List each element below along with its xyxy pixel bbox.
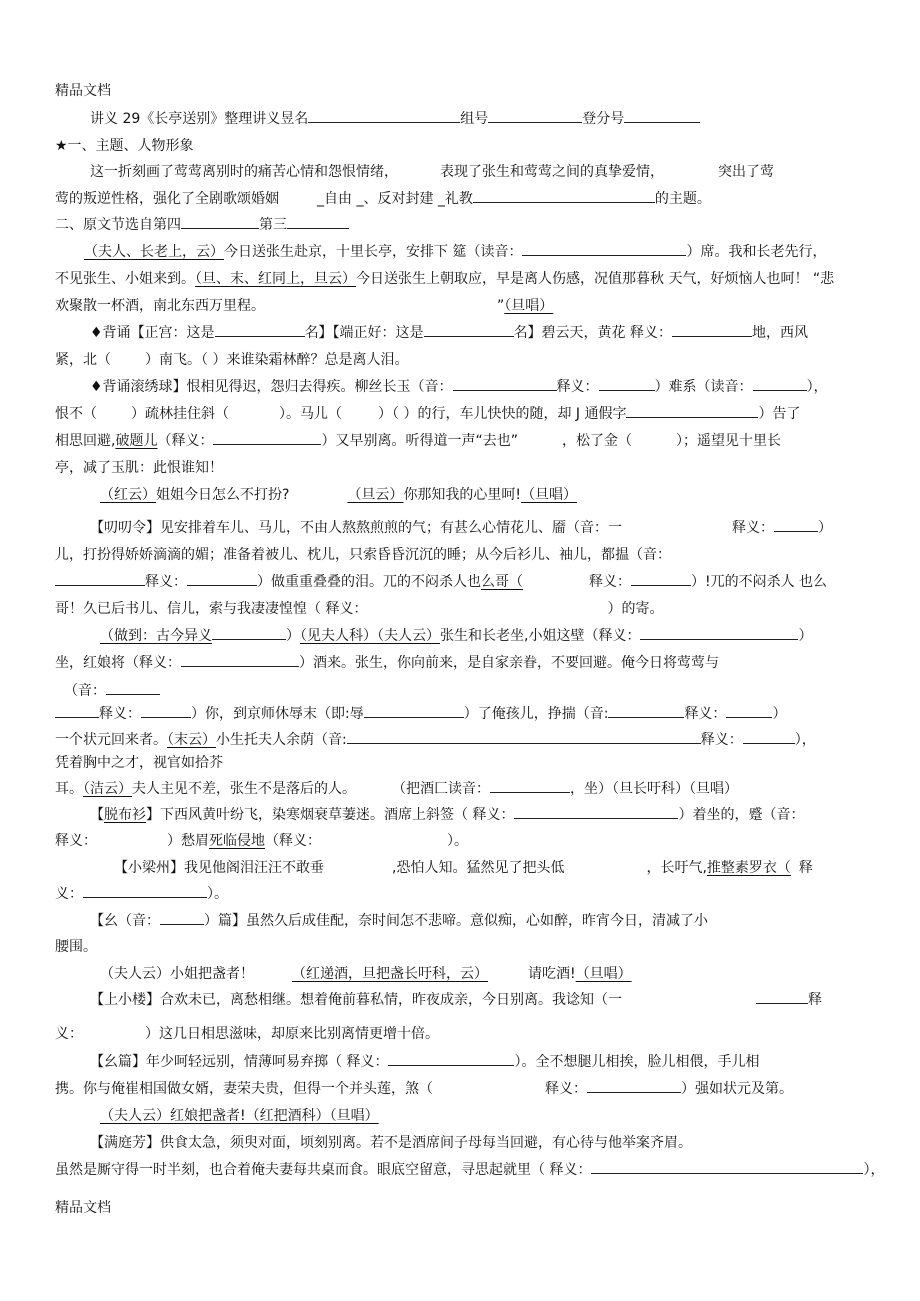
- text-line-25: 义： ）。: [55, 883, 228, 905]
- blank[interactable]: [213, 430, 321, 445]
- theme-line-2: 莺的叛逆性格，强化了全剧歌颂婚姻 _自由 _、反对封建 _礼教 的主题。: [55, 188, 711, 210]
- text-line-3: 欢聚散一杯酒，南北东西万里程。 ”（旦唱）: [55, 298, 554, 314]
- text-line-13: 释义： ）做重重叠叠的泪。兀的不闷杀人也么哥（ 释义： ）!兀的不闷杀人 也么: [55, 571, 827, 593]
- theme-blank[interactable]: [473, 188, 655, 203]
- blank[interactable]: [215, 322, 305, 337]
- section1-heading: ★一、主题、人物形象: [55, 138, 194, 154]
- blank[interactable]: [453, 376, 557, 391]
- blank[interactable]: [55, 571, 145, 586]
- blank[interactable]: [753, 376, 807, 391]
- text-line-6: ♦背诵滚绣球】恨相见得迟，怨归去得疾。柳丝长玉（音： 释义： ）难系（读音： ），: [90, 376, 828, 398]
- blank[interactable]: [726, 703, 772, 718]
- score-blank[interactable]: [624, 108, 700, 123]
- blank[interactable]: [514, 804, 678, 819]
- name-blank[interactable]: [308, 108, 460, 123]
- text-line-19: 一个状元回来者。（末云）小生托夫人余荫（音: 释义： ），: [55, 729, 816, 751]
- text-line-16: 坐，红娘将（释义： ）酒来。张生，你向前来，是自家亲眷，不要回避。俺今日将莺莺与: [55, 652, 719, 674]
- blank[interactable]: [640, 625, 798, 640]
- text-line-15: （做到：古今异义 ）（见夫人科）（夫人云）张生和长老坐,小姐这壁（释义： ）: [100, 625, 812, 647]
- blank[interactable]: [490, 778, 570, 793]
- blank[interactable]: [774, 517, 818, 532]
- title-group: 组号: [460, 111, 489, 127]
- title-prefix: 讲义 29《长亭送别》整理讲义昱名: [90, 111, 309, 127]
- text-line-12: 儿，打扮得娇娇滴滴的媚；准备着被儿、枕儿，只索昏昏沉沉的睡；从今后衫儿、袖儿，都揾（音：: [55, 547, 671, 563]
- page-header: 精品文档: [55, 83, 111, 99]
- text-line-30: 义： ）这几日相思滋味，却原来比别离情更增十倍。: [55, 1026, 439, 1042]
- text-line-29: 【上小楼】合欢未已，离愁相继。想着俺前暮私情，昨夜成亲，今日别离。我谂知（一 释: [90, 989, 822, 1011]
- section2-heading: 二、原文节选自第四 第三: [55, 214, 349, 236]
- handout-title: [90, 108, 700, 130]
- blank[interactable]: [424, 322, 514, 337]
- text-line-32: 携。你与俺崔相国做女婿，妻荣夫贵，但得一个并头莲，煞（ 释义： ）强如状元及第。: [55, 1078, 793, 1100]
- text-line-28: （夫人云）小姐把盏者！ （红递酒，旦把盏长吁科，云） 请吃酒!（旦唱）: [100, 966, 632, 982]
- text-line-27: 腰围。: [55, 939, 97, 955]
- blank[interactable]: [591, 1159, 863, 1174]
- text-line-2: 不见张生、小姐来到。（旦、末、红同上，旦云）今日送张生上朝取应，早是离人伤感，况值那暮秋 天气，好烦恼人也呵！ “悲: [55, 271, 835, 287]
- text-line-24: 【小梁州】我见他阁泪汪汪不敢垂 ,恐怕人知。猛然见了把头低 ，长吁气,推整素罗衣（ 释: [114, 860, 813, 876]
- text-line-26: 【幺（音： ）篇】虽然久后成佳配，奈时间怎不悲啼。意似痴，心如醉，昨宵今日，清减了小: [90, 910, 708, 932]
- text-line-35: 虽然是厮守得一时半刻，也合着俺夫妻每共桌而食。眼底空留意，寻思起就里（ 释义： ），: [55, 1159, 884, 1181]
- blank[interactable]: [181, 652, 299, 667]
- text-line-7: 恨不（ ）疏林挂住斜（ ）。马儿（ ）（ ）的行，车儿快快的随，却 J 通假字 ）告了: [55, 403, 800, 425]
- blank[interactable]: [743, 729, 795, 744]
- theme-line-1: 这一折刻画了莺莺离别时的痛苦心情和怨恨情绪， 表现了张生和莺莺之间的真挚爱情， 突出了莺: [90, 164, 774, 180]
- reading-blank[interactable]: [522, 241, 686, 256]
- text-line-10: （红云）姐姐今日怎么不打扮? （旦云）你那知我的心里呵!（旦唱）: [100, 487, 578, 503]
- text-line-21: 耳。（洁云）夫人主见不差，张生不是落后的人。 （把酒匚读音： ，坐）（旦长吁科）（旦唱）: [55, 778, 738, 800]
- blank[interactable]: [587, 1078, 681, 1093]
- blank[interactable]: [347, 729, 701, 744]
- text-line-9: 亭，减了玉肌：此恨谁知！: [55, 460, 223, 476]
- text-line-1: （夫人、长老上，云）今日送张生赴京，十里长亭，安排下 筵（读音： ）席。我和长老先行，: [84, 241, 826, 263]
- blank[interactable]: [608, 703, 684, 718]
- blank[interactable]: [106, 680, 160, 695]
- text-line-4: ♦背诵【正宫：这是 名】【端正好：这是 名】碧云天，黄花 释义： 地，西风: [90, 322, 808, 344]
- text-line-17: （音：: [64, 680, 160, 702]
- blank[interactable]: [631, 571, 691, 586]
- blank[interactable]: [364, 703, 464, 718]
- text-line-18: 释义： ）你，到京师休辱末（即:辱 ）了俺孩儿，挣揣（音: 释义： ）: [55, 703, 786, 725]
- blank[interactable]: [672, 322, 752, 337]
- text-line-20: 凭着胸中之才，视官如拾芥: [55, 755, 223, 771]
- blank[interactable]: [212, 625, 286, 640]
- blank[interactable]: [141, 703, 191, 718]
- scene-blank[interactable]: [287, 214, 349, 229]
- blank[interactable]: [756, 989, 808, 1004]
- text-line-8: 相思回避,破题儿（释义： ）又早别离。听得道一声“去也” ，松了金（ ）；遥望见十里长: [55, 430, 781, 452]
- text-line-33: （夫人云）红娘把盏者!（红把酒科）（旦唱）: [100, 1108, 379, 1124]
- act-blank[interactable]: [181, 214, 259, 229]
- text-line-5: 紧，北（ ）南飞。（ ）来谁染霜林醉？总是离人泪。: [55, 352, 409, 368]
- blank[interactable]: [160, 910, 204, 925]
- text-line-31: 【幺篇】年少呵轻远别，情薄呵易弃掷（ 释义： ）。全不想腿儿相挨，脸儿相偎，手儿相: [90, 1051, 759, 1073]
- blank[interactable]: [83, 883, 207, 898]
- text-line-11: 【叨叨令】见安排着车儿、马儿，不由人熬熬煎煎的气；有甚么心情花儿、靥（音：一 释义： ）: [90, 517, 832, 539]
- text-line-22: 【脱布衫】下西风黄叶纷飞，染寒烟衰草萋迷。酒席上斜签（ 释义： ）着坐的，蹙（音：: [90, 804, 804, 826]
- blank[interactable]: [388, 1051, 514, 1066]
- blank[interactable]: [55, 703, 99, 718]
- page-footer: 精品文档: [55, 1200, 111, 1216]
- blank[interactable]: [187, 571, 257, 586]
- blank[interactable]: [599, 376, 655, 391]
- blank[interactable]: [626, 403, 758, 418]
- group-blank[interactable]: [488, 108, 582, 123]
- text-line-14: 哥！久已后书儿、信儿，索与我凄凄惶惶（ 释义： ）的寄。: [55, 601, 664, 617]
- text-line-34: 【满庭芳】供食太急，须臾对面，顷刻别离。若不是酒席间子母每当回避，有心待与他举案齐眉。: [90, 1135, 692, 1151]
- title-score: 登分号: [582, 111, 625, 127]
- text-line-23: 释义： ）愁眉死临侵地（释义： ）。: [55, 833, 468, 849]
